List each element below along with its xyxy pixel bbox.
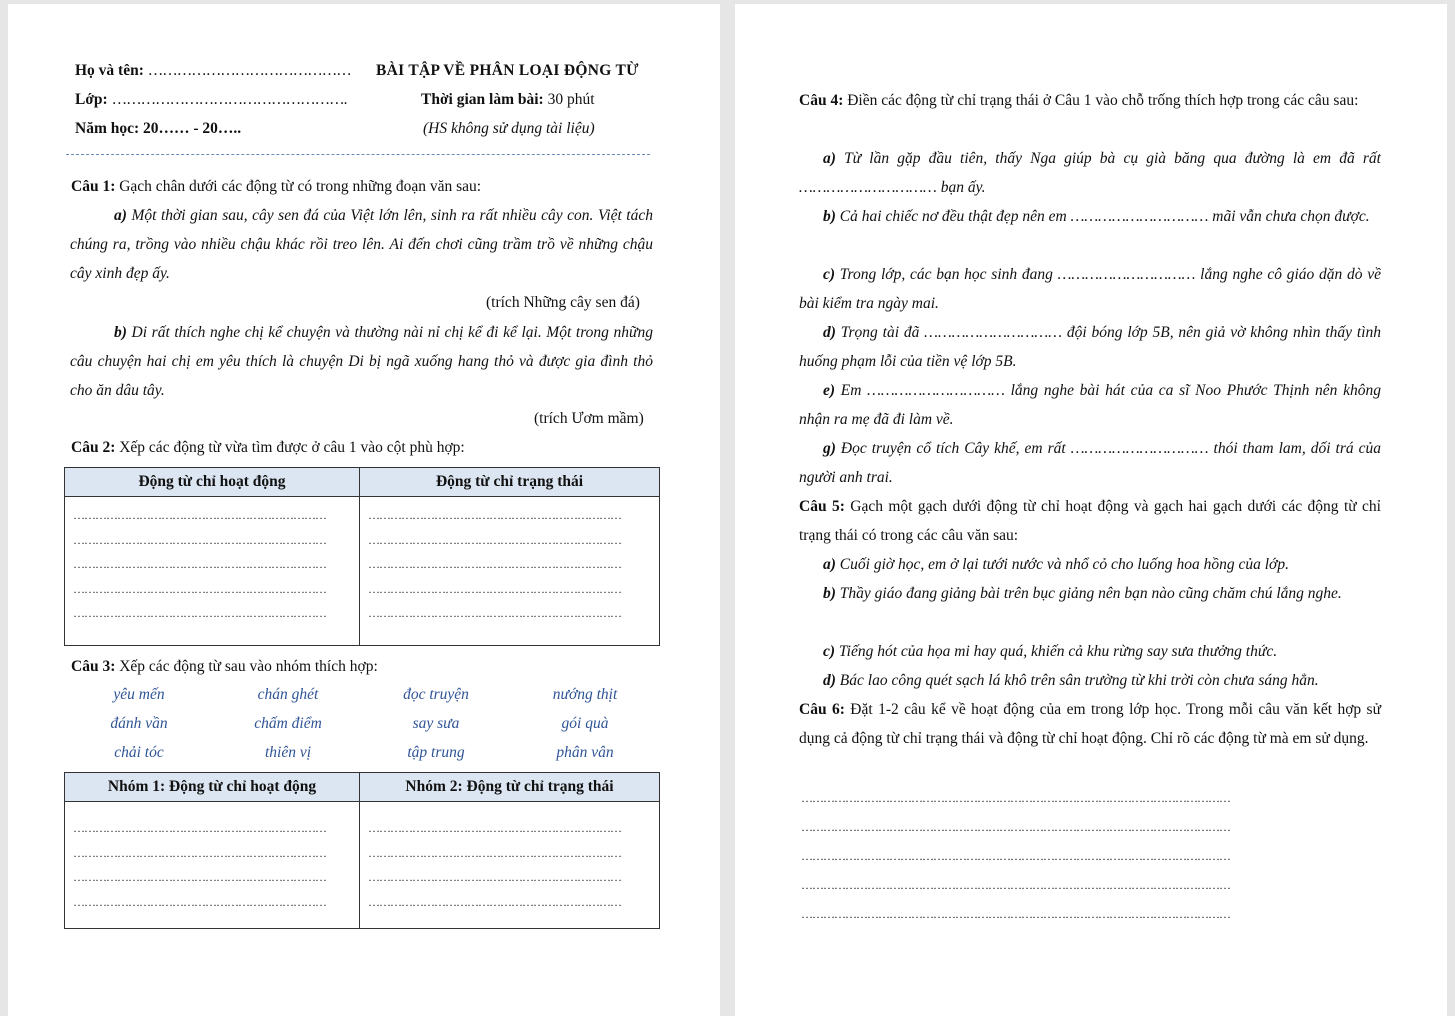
q1-b-source: (trích Ươm mầm) (534, 410, 644, 427)
q4-d-text: Trọng tài đã ………………………… đội bóng lớp 5B, nên giả vờ không nhìn thấy tình huống phạm lỗi của tiền vệ lớp 5B. (799, 324, 1381, 370)
school-year: Năm học: 20…… - 20….. (75, 120, 242, 137)
q1-paragraph-b (70, 318, 653, 405)
q4-c-label: c) (823, 266, 836, 283)
answer-line: …………………………………………………………… (368, 606, 621, 620)
q4-e-label: e) (823, 382, 836, 399)
q4-item-d (799, 318, 1381, 376)
word-item: thiên vị (264, 744, 312, 761)
q5-text: Gạch một gạch dưới động từ chỉ hoạt động và gạch hai gạch dưới các động từ chỉ trạng thái có trong các câu văn sau: (799, 498, 1381, 544)
answer-line: …………………………………………………………… (73, 508, 326, 522)
word-item: gói quà (561, 715, 609, 732)
word-item: nướng thịt (552, 686, 618, 703)
q6-answer-line[interactable]: ……………………………………………………………………………………………………… (801, 907, 1230, 921)
q2-table (64, 467, 660, 646)
q3-answer-cell-group1[interactable] (65, 802, 360, 929)
q3-answer-cell-group2[interactable] (360, 802, 660, 929)
q1-heading (71, 177, 481, 197)
word-item: tập trung (407, 744, 465, 761)
q2-answer-cell-activity[interactable] (65, 497, 360, 646)
answer-line: …………………………………………………………… (368, 557, 621, 571)
q5-item-b (799, 579, 1381, 608)
q4-c-text: Trong lớp, các bạn học sinh đang ………………………… lắng nghe cô giáo dặn dò về bài kiểm tra ngày mai. (799, 266, 1381, 312)
q1-text: Gạch chân dưới các động từ có trong những đoạn văn sau: (115, 178, 482, 195)
answer-line: …………………………………………………………… (368, 845, 621, 860)
q4-heading (799, 86, 1381, 115)
q2-label: Câu 2: (71, 439, 116, 456)
q3-text: Xếp các động từ sau vào nhóm thích hợp: (115, 658, 378, 675)
q5-a-label: a) (823, 556, 836, 573)
q4-a-text: Từ lần gặp đầu tiên, thấy Nga giúp bà cụ già băng qua đường là em đã rất ………………………… bạn ấy. (799, 150, 1381, 196)
word-item: chán ghét (257, 686, 319, 703)
word-item: phân vân (556, 744, 614, 761)
q6-heading (799, 695, 1381, 753)
header-divider (66, 154, 650, 155)
class-label: Lớp: (75, 91, 108, 108)
name-label: Họ và tên: (75, 62, 144, 79)
word-item: chải tóc (114, 744, 164, 761)
q6-answer-line[interactable]: ……………………………………………………………………………………………………… (801, 849, 1230, 863)
q2-col-state: Động từ chỉ trạng thái (360, 468, 660, 497)
q5-d-label: d) (823, 672, 836, 689)
answer-line: …………………………………………………………… (368, 894, 621, 909)
q6-answer-line[interactable]: ……………………………………………………………………………………………………… (801, 878, 1230, 892)
answer-line: …………………………………………………………… (73, 532, 326, 547)
q6-label: Câu 6: (799, 701, 845, 718)
q4-b-text: Cả hai chiếc nơ đều thật đẹp nên em ………………………… mãi vẫn chưa chọn được. (835, 208, 1370, 225)
q2-answer-cell-state[interactable] (360, 497, 660, 646)
q1-a-source: (trích Những cây sen đá) (486, 294, 640, 311)
q1-paragraph-a (70, 201, 653, 288)
answer-line: …………………………………………………………… (368, 508, 621, 522)
q4-item-b (799, 202, 1381, 231)
answer-line: …………………………………………………………… (73, 821, 326, 835)
q5-b-label: b) (823, 585, 836, 602)
q3-col-group1: Nhóm 1: Động từ chỉ hoạt động (65, 773, 360, 802)
word-item: đánh vần (110, 715, 168, 732)
q4-g-label: g) (823, 440, 836, 457)
q4-item-g (799, 434, 1381, 492)
answer-line: …………………………………………………………… (73, 581, 326, 596)
q5-heading (799, 492, 1381, 550)
q3-label: Câu 3: (71, 658, 116, 675)
q5-c-text: Tiếng hót của họa mi hay quá, khiến cả khu rừng say sưa thưởng thức. (835, 643, 1278, 660)
q4-item-c (799, 260, 1381, 318)
class-field (75, 90, 346, 110)
q5-c-label: c) (823, 643, 836, 660)
q4-e-text: Em ………………………… lắng nghe bài hát của ca sĩ Noo Phước Thịnh nên không nhận ra mẹ đã đi làm về. (799, 382, 1381, 428)
time-label: Thời gian làm bài: (421, 91, 544, 108)
q1-b-label: b) (114, 324, 127, 341)
q5-b-text: Thầy giáo đang giảng bài trên bục giảng nên bạn nào cũng chăm chú lắng nghe. (835, 585, 1342, 602)
q6-answer-line[interactable]: ……………………………………………………………………………………………………… (801, 820, 1230, 834)
q3-col-group2: Nhóm 2: Động từ chỉ trạng thái (360, 773, 660, 802)
answer-line: …………………………………………………………… (73, 845, 326, 860)
word-item: chấm điểm (254, 715, 322, 732)
answer-line: …………………………………………………………… (73, 606, 326, 620)
word-item: yêu mến (113, 686, 165, 703)
answer-line: …………………………………………………………… (368, 581, 621, 596)
answer-line: …………………………………………………………… (73, 894, 326, 909)
q3-heading (71, 657, 378, 677)
answer-line: …………………………………………………………… (368, 821, 621, 835)
no-materials-note: (HS không sử dụng tài liệu) (423, 120, 595, 137)
word-item: đọc truyện (403, 686, 469, 703)
answer-line: …………………………………………………………… (73, 870, 326, 884)
q5-item-a (799, 550, 1381, 579)
q5-label: Câu 5: (799, 498, 845, 515)
answer-line: …………………………………………………………… (368, 532, 621, 547)
q1-b-text: Di rất thích nghe chị kể chuyện và thường nài nỉ chị kể đi kể lại. Một trong những câu chuyện hai chị em yêu thích là chuyện Di bị ngã xuống hang thỏ và được gia đình thỏ cho ăn dâu tây. (70, 324, 653, 399)
q5-d-text: Bác lao công quét sạch lá khô trên sân trường từ khi trời còn chưa sáng hẳn. (835, 672, 1319, 689)
q4-a-label: a) (823, 150, 836, 167)
name-field (75, 61, 351, 81)
q4-d-label: d) (823, 324, 836, 341)
worksheet-title: BÀI TẬP VỀ PHÂN LOẠI ĐỘNG TỪ (376, 62, 639, 79)
q4-text: Điền các động từ chỉ trạng thái ở Câu 1 vào chỗ trống thích hợp trong các câu sau: (843, 92, 1359, 109)
time-info (421, 90, 595, 110)
q6-answer-line[interactable]: ……………………………………………………………………………………………………… (801, 791, 1230, 805)
q2-heading (71, 438, 465, 458)
q6-text: Đặt 1-2 câu kể về hoạt động của em trong lớp học. Trong mỗi câu văn kết hợp sử dụng cả động từ chỉ trạng thái và động từ chỉ hoạt động. Chỉ rõ các động từ mà em sử dụng. (799, 701, 1381, 747)
name-blank: …………………………………… (147, 62, 351, 79)
q5-item-d (799, 666, 1381, 695)
q4-item-e (799, 376, 1381, 434)
q4-b-label: b) (823, 208, 836, 225)
q2-text: Xếp các động từ vừa tìm được ở câu 1 vào cột phù hợp: (115, 439, 465, 456)
q4-g-text: Đọc truyện cổ tích Cây khế, em rất ………………………… thói tham lam, dối trá của người anh trai. (799, 440, 1381, 486)
q4-item-a (799, 144, 1381, 202)
q5-a-text: Cuối giờ học, em ở lại tưới nước và nhổ cỏ cho luống hoa hồng của lớp. (835, 556, 1289, 573)
q5-item-c (799, 637, 1381, 666)
q1-a-text: Một thời gian sau, cây sen đá của Việt lớn lên, sinh ra rất nhiều cây con. Việt tách chúng ra, trồng vào nhiều chậu khác rồi treo lên. Ai đến chơi cũng trầm trồ về những chậu cây xinh đẹp ấy. (70, 207, 653, 282)
class-blank: …………………………………………. (111, 91, 347, 108)
word-item: say sưa (412, 715, 460, 732)
q4-label: Câu 4: (799, 92, 844, 109)
q1-a-label: a) (114, 207, 127, 224)
answer-line: …………………………………………………………… (368, 870, 621, 884)
q2-col-activity: Động từ chỉ hoạt động (65, 468, 360, 497)
q3-table (64, 772, 660, 929)
q1-label: Câu 1: (71, 178, 116, 195)
time-value: 30 phút (543, 91, 595, 108)
answer-line: …………………………………………………………… (73, 557, 326, 571)
